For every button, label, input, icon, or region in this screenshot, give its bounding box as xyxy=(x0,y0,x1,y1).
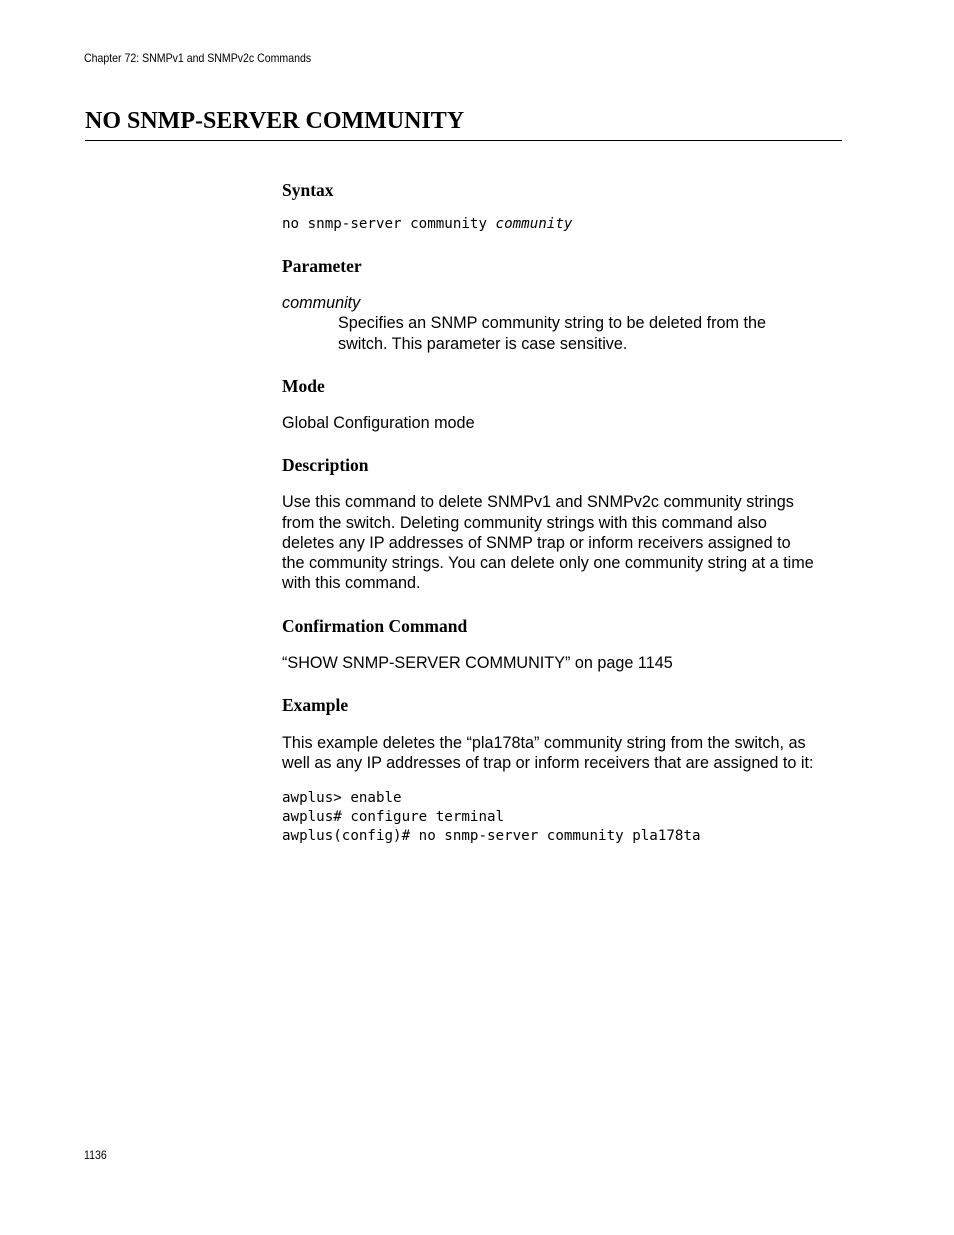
example-paragraph xyxy=(282,733,852,774)
example-line: This example deletes the “pla178ta” community string from the switch, as xyxy=(282,734,806,753)
parameter-heading: Parameter xyxy=(282,256,362,276)
description-line: Use this command to delete SNMPv1 and SNMPv2c community strings xyxy=(282,493,794,512)
syntax-heading: Syntax xyxy=(282,180,334,200)
description-paragraph xyxy=(282,492,852,593)
description-line: the community strings. You can delete only one community string at a time xyxy=(282,554,814,573)
parameter-name: community xyxy=(282,294,361,312)
code-line: awplus> enable xyxy=(282,789,402,806)
example-line: well as any IP addresses of trap or inform receivers that are assigned to it: xyxy=(282,754,814,773)
syntax-command-text: no snmp-server community xyxy=(282,216,496,232)
page-title: NO SNMP-SERVER COMMUNITY xyxy=(85,107,842,141)
description-heading: Description xyxy=(282,455,369,476)
page-number: 1136 xyxy=(84,1148,107,1162)
example-heading: Example xyxy=(282,695,349,716)
description-line: deletes any IP addresses of SNMP trap or inform receivers assigned to xyxy=(282,533,791,552)
confirmation-heading: Confirmation Command xyxy=(282,615,468,636)
syntax-command xyxy=(282,215,852,234)
description-line: from the switch. Deleting community strings with this command also xyxy=(282,513,767,532)
running-header: Chapter 72: SNMPv1 and SNMPv2c Commands xyxy=(84,51,312,65)
description-line: with this command. xyxy=(282,574,421,593)
confirmation-link[interactable]: “SHOW SNMP-SERVER COMMUNITY” on page 1145 xyxy=(282,653,673,672)
parameter-description-line-2: switch. This parameter is case sensitive. xyxy=(338,335,628,353)
parameter-description-line-1: Specifies an SNMP community string to be deleted from the xyxy=(338,314,766,332)
example-code-block xyxy=(282,789,852,846)
mode-text: Global Configuration mode xyxy=(282,414,475,432)
code-line: awplus(config)# no snmp-server community pla178ta xyxy=(282,827,701,844)
content-body xyxy=(282,178,852,846)
syntax-argument: community xyxy=(495,216,573,232)
mode-heading: Mode xyxy=(282,376,325,396)
code-line: awplus# configure terminal xyxy=(282,808,505,825)
